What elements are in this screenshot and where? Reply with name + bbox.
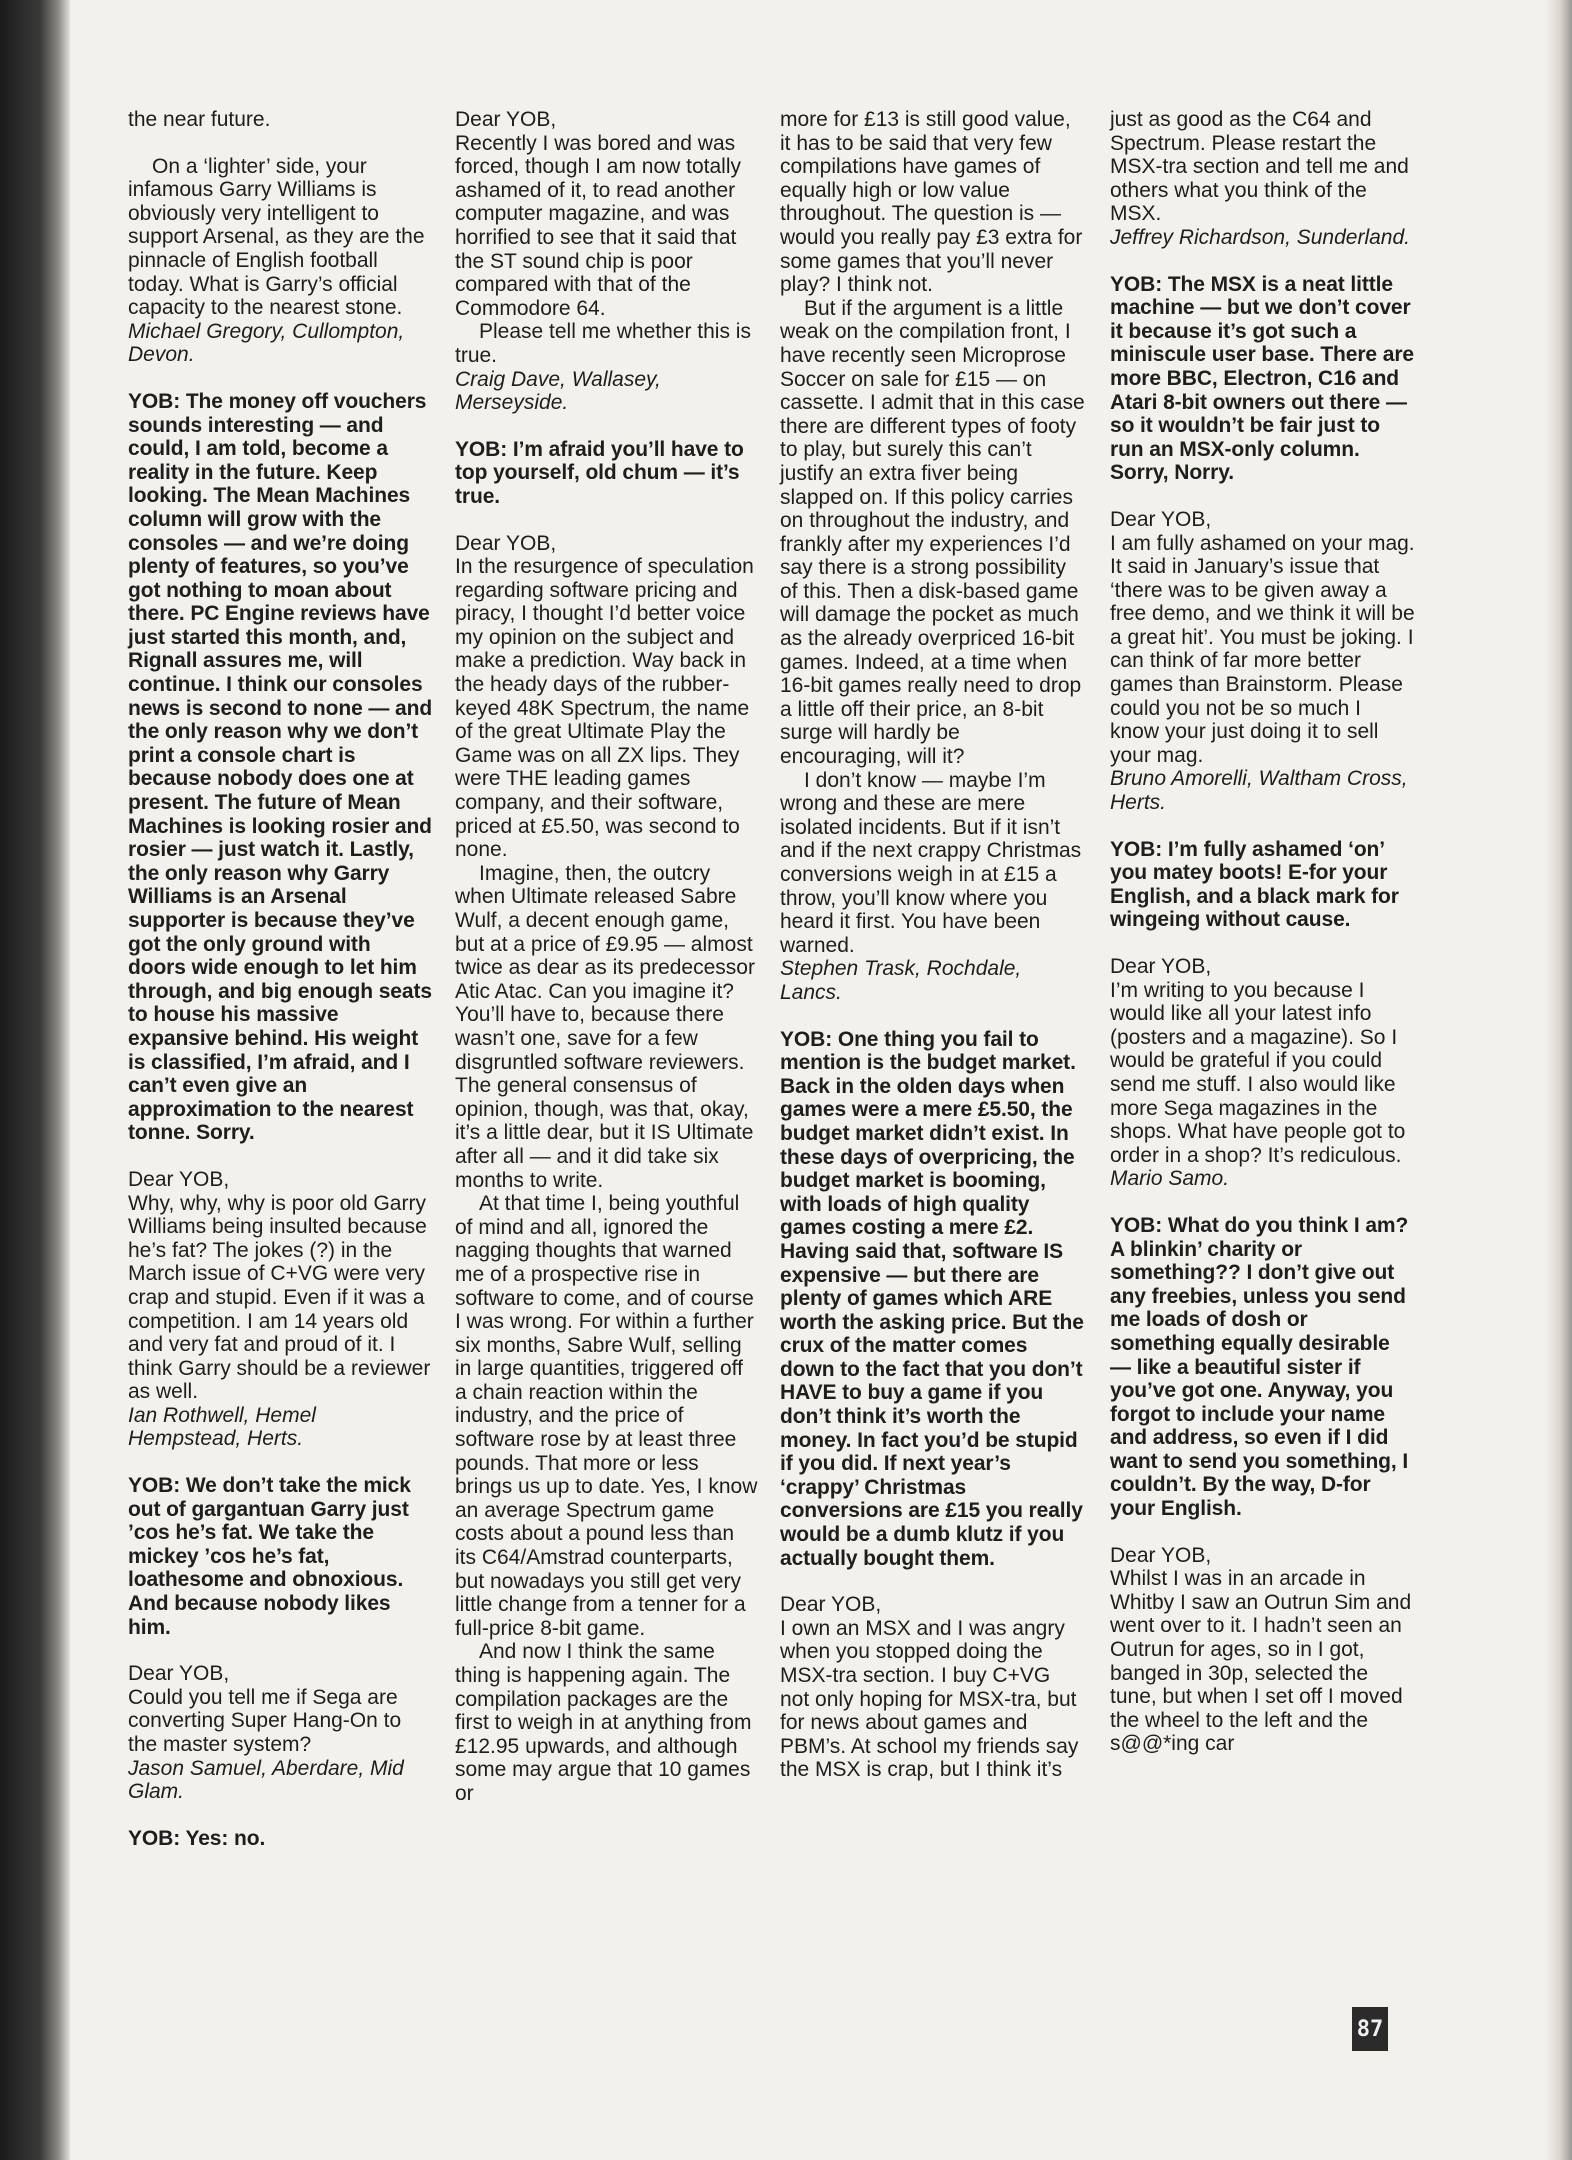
letter-signature: Ian Rothwell, Hemel Hempstead, Herts. xyxy=(128,1403,316,1451)
letter-salutation: Dear YOB, xyxy=(128,1662,230,1686)
letter-body: In the resurgence of speculation regarding software pricing and piracy, I thought I’d better voice my opinion on the subject and make a prediction. Way back in the heady days of the rubber-keyed 48K Spectrum, the name of the great Ultimate Play the Game was on all ZX lips. They were THE leading games company, and their software, priced at £5.50, was second to none. xyxy=(455,555,754,862)
letter-body: Please tell me whether this is true. xyxy=(455,320,751,367)
yob-reply: YOB: I’m afraid you’ll have to top yourself, old chum — it’s true. xyxy=(455,437,744,508)
letter-signature: Jeffrey Richardson, Sunderland. xyxy=(1110,225,1410,249)
letter-salutation: Dear YOB, xyxy=(780,1593,882,1617)
letter xyxy=(455,532,760,1806)
letter-signature: Craig Dave, Wallasey, Merseyside. xyxy=(455,367,661,415)
letter-salutation: Dear YOB, xyxy=(1110,507,1212,531)
yob-reply: YOB: We don’t take the mick out of gargantuan Garry just ’cos he’s fat. We take the mickey ’cos he’s fat, loathesome and obnoxious. And because nobody likes him. xyxy=(128,1474,411,1639)
page-number: 87 xyxy=(1352,2007,1388,2051)
letter-body: Recently I was bored and was forced, though I am now totally ashamed of it, to read another computer magazine, and was horrified to see that it said that the ST sound chip is poor compared with that of the Commodore 64. xyxy=(455,131,741,320)
letter xyxy=(128,1662,433,1804)
yob-reply: YOB: What do you think I am? A blinkin’ charity or something?? I don’t give out any freebies, unless you send me loads of dosh or something equally desirable — like a beautiful sister if you’ve got one. Anyway, you forgot to include your name and address, so even if I did want to send you something, I couldn’t. By the way, D-for your English. xyxy=(1110,1213,1409,1521)
page-edge-shadow xyxy=(1546,0,1572,2160)
letter-signature: Stephen Trask, Rochdale, Lancs. xyxy=(780,957,1022,1004)
letter xyxy=(1110,1544,1415,1756)
letter-body: And now I think the same thing is happening again. The compilation packages are the first to weigh in at anything from £12.95 upwards, and although some may argue that 10 games or xyxy=(455,1640,752,1805)
letter-body: I own an MSX and I was angry when you stopped doing the MSX-tra section. I buy C+VG not only hoping for MSX-tra, but for news about games and PBM’s. At school my friends say the MSX is crap, but I think it’s xyxy=(780,1616,1079,1782)
letter-body: Why, why, why is poor old Garry Williams being insulted because he’s fat? The jokes (?) in the March issue of C+VG were very crap and stupid. Even if it was a competition. I am 14 years old and very fat and proud of it. I think Garry should be a reviewer as well. xyxy=(128,1191,431,1404)
letter-body: I don’t know — maybe I’m wrong and these are mere isolated incidents. But if it isn’t and if the next crappy Christmas conversions weigh in at £15 a throw, you’ll know where you heard it first. You have been warned. xyxy=(780,768,1082,957)
letter xyxy=(1110,108,1415,250)
letter-body: more for £13 is still good value, it has to be said that very few compilations have games of equally high or low value throughout. The question is — would you really pay £3 extra for some games that you’ll never play? I think not. xyxy=(780,108,1083,297)
letter-signature: Jason Samuel, Aberdare, Mid Glam. xyxy=(128,1756,404,1804)
letter-signature: Bruno Amorelli, Waltham Cross, Herts. xyxy=(1110,767,1408,815)
yob-reply: YOB: One thing you fail to mention is the budget market. Back in the olden days when games were a mere £5.50, the budget market didn’t exist. In these days of overpricing, the budget market is booming, with loads of high quality games costing a mere £2. Having said that, software IS expensive — but there are plenty of games which ARE worth the asking price. But the crux of the matter comes down to the fact that you don’t HAVE to buy a game if you don’t think it’s worth the money. In fact you’d be stupid if you did. If next year’s ‘crappy’ Christmas conversions are £15 you really would be a dumb klutz if you actually bought them. xyxy=(780,1027,1084,1570)
letter-salutation: Dear YOB, xyxy=(1110,955,1212,978)
letter-body: I’m writing to you because I would like all your latest info (posters and a magazine). So I would be grateful if you could send me stuff. I also would like more Sega magazines in the shops. What have people got to order in a shop? It’s rediculous. xyxy=(1110,978,1406,1167)
letter-body: just as good as the C64 and Spectrum. Please restart the MSX-tra section and tell me and others what you think of the MSX. xyxy=(1110,108,1409,226)
column-1 xyxy=(128,108,433,1873)
letter-body: Could you tell me if Sega are converting Super Hang-On to the master system? xyxy=(128,1685,402,1756)
continuation-line: the near future. xyxy=(128,108,271,131)
letter-salutation: Dear YOB, xyxy=(128,1167,230,1191)
letter-body: But if the argument is a little weak on the compilation front, I have recently seen Microprose Soccer on sale for £15 — on cassette. I admit that in this case there are different types of footy to play, but surely this can’t justify an extra fiver being slapped on. If this policy carries on throughout the industry, and frankly after my experiences I’d say there is a strong possibility of this. Then a disk-based game will damage the pocket as much as the already overpriced 16-bit games. Indeed, at a time when 16-bit games really need to drop a little off their price, an 8-bit surge will hardly be encouraging, will it? xyxy=(780,296,1085,769)
yob-reply: YOB: I’m fully ashamed ‘on’ you matey boots! E-for your English, and a black mark for wingeing without cause. xyxy=(1110,837,1399,932)
letter xyxy=(1110,508,1415,815)
column-2 xyxy=(455,108,760,1829)
letter xyxy=(128,1168,433,1451)
letter xyxy=(455,108,760,415)
letter xyxy=(1110,955,1415,1191)
page-binding-shadow xyxy=(0,0,70,2160)
letter-body: I am fully ashamed on your mag. It said in January’s issue that ‘there was to be given away a free demo, and we think it will be a great hit’. You must be joking. I can think of far more better games than Brainstorm. Please could you not be so much I know your just doing it to sell your mag. xyxy=(1110,531,1415,767)
yob-reply: YOB: Yes: no. xyxy=(128,1826,266,1850)
text-continuation xyxy=(128,108,433,132)
letter xyxy=(780,1593,1085,1782)
column-4 xyxy=(1110,108,1415,1779)
yob-reply: YOB: The MSX is a neat little machine — but we don’t cover it because it’s got such a miniscule user base. There are more BBC, Electron, C16 and Atari 8-bit owners out there — so it wouldn’t be fair just to run an MSX-only column. Sorry, Norry. xyxy=(1110,272,1414,485)
letter-body: Imagine, then, the outcry when Ultimate released Sabre Wulf, a decent enough game, but at a price of £9.95 — almost twice as dear as its predecessor Atic Atac. Can you imagine it? You’ll have to, because there wasn’t one, save for a few disgruntled software reviewers. The general consensus of opinion, though, was that, okay, it’s a little dear, but it IS Ultimate after all — and it did take six months to write. xyxy=(455,861,755,1192)
letter-body: At that time I, being youthful of mind and all, ignored the nagging thoughts that warned me of a prospective rise in software to come, and of course I was wrong. For within a further six months, Sabre Wulf, selling in large quantities, triggered off a chain reaction within the industry, and the price of software rose by at least three pounds. That more or less brings us up to date. Yes, I know an average Spectrum game costs about a pound less than its C64/Amstrad counterparts, but nowadays you still get very little change from a tenner for a full-price 8-bit game. xyxy=(455,1192,758,1640)
letter-body: Whilst I was in an arcade in Whitby I saw an Outrun Sim and went over to it. I hadn’t seen an Outrun for ages, so in I got, banged in 30p, selected the tune, but when I set off I moved the wheel to the left and the s@@*ing car xyxy=(1110,1567,1412,1756)
yob-reply: YOB: The money off vouchers sounds interesting — and could, I am told, become a reality in the future. Keep looking. The Mean Machines column will grow with the consoles — and we’re doing plenty of features, so you’ve got nothing to moan about there. PC Engine reviews have just started this month, and, Rignall assures me, will continue. I think our consoles news is second to none — and the only reason why we don’t print a console chart is because nobody does one at present. The future of Mean Machines is looking rosier and rosier — just watch it. Lastly, the only reason why Garry Williams is an Arsenal supporter is because they’ve got the only ground with doors wide enough to let him through, and big enough seats to house his massive expansive behind. His weight is classified, I’m afraid, and I can’t even give an approximation to the nearest tonne. Sorry. xyxy=(128,389,433,1145)
column-3 xyxy=(780,108,1085,1805)
letter xyxy=(128,155,433,367)
letter-body: On a ‘lighter’ side, your infamous Garry Williams is obviously very intelligent to support Arsenal, as they are the pinnacle of English football today. What is Garry’s official capacity to the nearest stone. xyxy=(128,154,425,320)
letter-signature: Mario Samo. xyxy=(1110,1167,1230,1191)
letter-salutation: Dear YOB, xyxy=(1110,1543,1212,1567)
letter-salutation: Dear YOB, xyxy=(455,531,557,555)
letter xyxy=(780,108,1085,1005)
letter-signature: Michael Gregory, Cullompton, Devon. xyxy=(128,319,405,367)
letter-salutation: Dear YOB, xyxy=(455,108,557,131)
